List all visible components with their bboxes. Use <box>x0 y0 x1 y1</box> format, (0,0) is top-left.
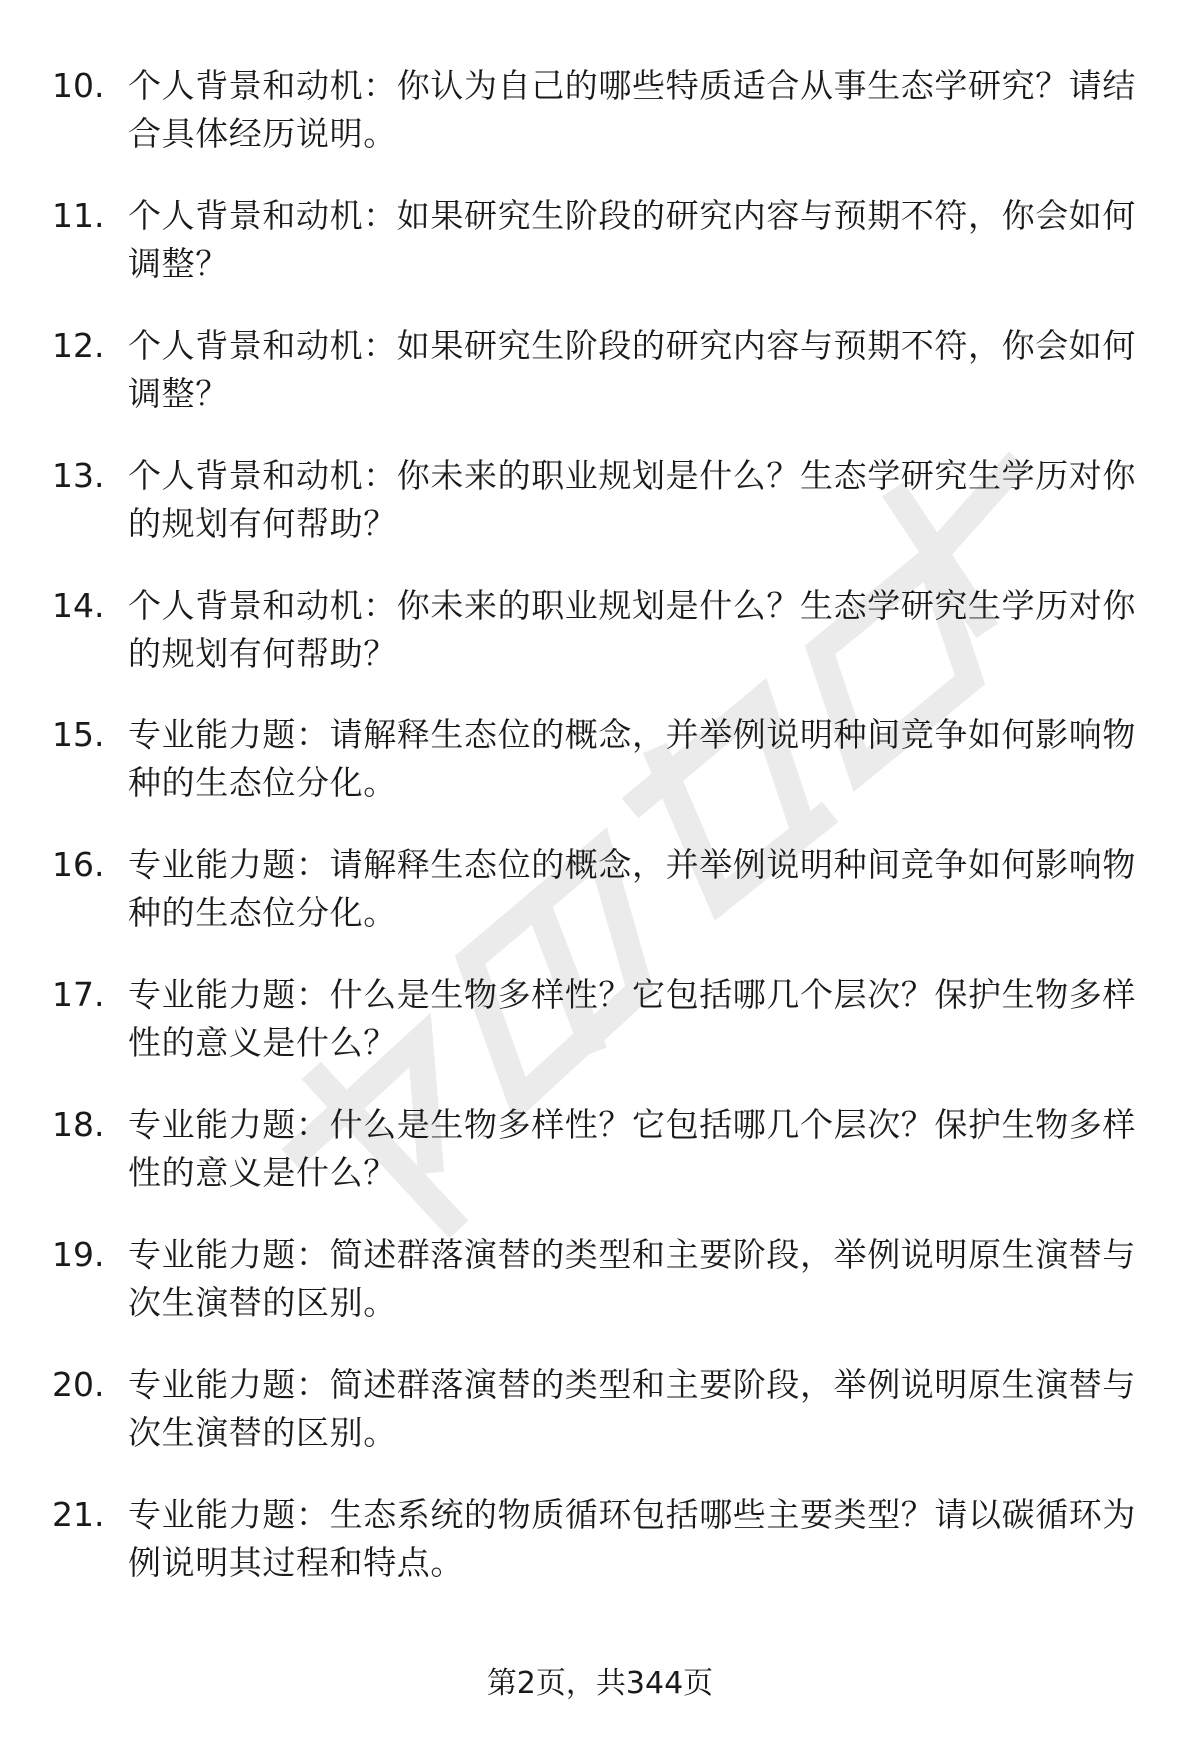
list-item <box>0 1361 1200 1491</box>
question-number: 11. <box>52 195 105 235</box>
list-item <box>0 1101 1200 1231</box>
question-number: 18. <box>52 1105 105 1145</box>
question-number: 19. <box>52 1235 105 1275</box>
question-text: 专业能力题：生态系统的物质循环包括哪些主要类型？请以碳循环为例说明其过程和特点。 <box>128 1494 1136 1582</box>
question-number: 17. <box>52 975 105 1015</box>
question-number: 16. <box>52 845 105 885</box>
question-text: 专业能力题：简述群落演替的类型和主要阶段，举例说明原生演替与次生演替的区别。 <box>128 1235 1136 1323</box>
list-item <box>0 452 1200 582</box>
list-item <box>0 1231 1200 1361</box>
question-text: 专业能力题：什么是生物多样性？它包括哪几个层次？保护生物多样性的意义是什么？ <box>128 975 1136 1063</box>
list-item <box>0 711 1200 841</box>
question-number: 21. <box>52 1494 105 1534</box>
list-item <box>0 192 1200 322</box>
question-number: 14. <box>52 585 105 625</box>
question-number: 12. <box>52 325 105 365</box>
question-text: 个人背景和动机：如果研究生阶段的研究内容与预期不符，你会如何调整？ <box>128 325 1136 413</box>
question-number: 20. <box>52 1364 105 1404</box>
question-list <box>0 62 1200 1621</box>
question-text: 个人背景和动机：你未来的职业规划是什么？生态学研究生学历对你的规划有何帮助？ <box>128 585 1136 673</box>
list-item <box>0 582 1200 712</box>
list-item <box>0 1491 1200 1621</box>
question-text: 专业能力题：什么是生物多样性？它包括哪几个层次？保护生物多样性的意义是什么？ <box>128 1105 1136 1193</box>
question-text: 个人背景和动机：你未来的职业规划是什么？生态学研究生学历对你的规划有何帮助？ <box>128 455 1136 543</box>
question-text: 个人背景和动机：如果研究生阶段的研究内容与预期不符，你会如何调整？ <box>128 195 1136 283</box>
question-text: 专业能力题：请解释生态位的概念，并举例说明种间竞争如何影响物种的生态位分化。 <box>128 715 1136 803</box>
question-text: 专业能力题：请解释生态位的概念，并举例说明种间竞争如何影响物种的生态位分化。 <box>128 845 1136 933</box>
question-text: 专业能力题：简述群落演替的类型和主要阶段，举例说明原生演替与次生演替的区别。 <box>128 1364 1136 1452</box>
question-number: 10. <box>52 66 105 105</box>
question-number: 13. <box>52 455 105 495</box>
question-text: 个人背景和动机：你认为自己的哪些特质适合从事生态学研究？请结合具体经历说明。 <box>128 66 1136 153</box>
list-item <box>0 971 1200 1101</box>
list-item <box>0 322 1200 452</box>
page-footer: 第2页，共344页 <box>486 1666 714 1701</box>
list-item <box>0 62 1200 192</box>
question-number: 15. <box>52 715 105 755</box>
list-item <box>0 841 1200 971</box>
